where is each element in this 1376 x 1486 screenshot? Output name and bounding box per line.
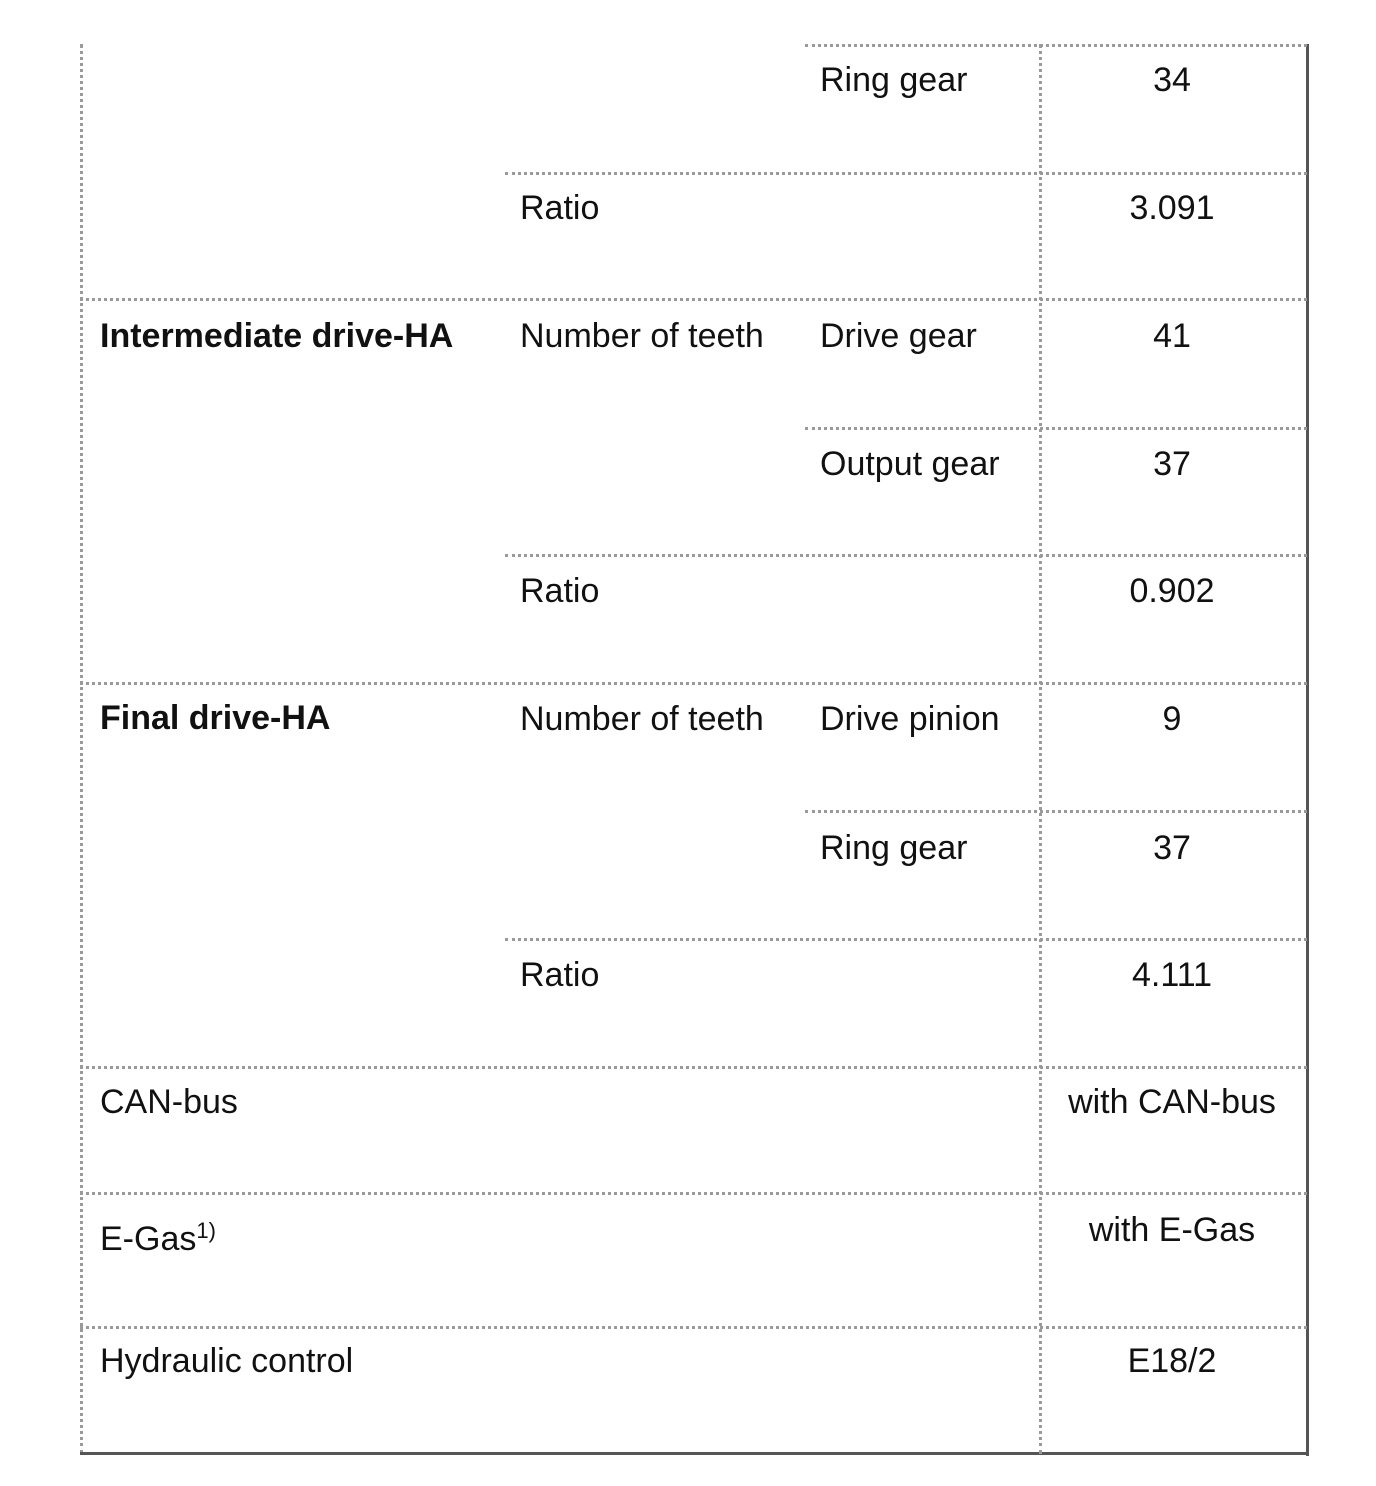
row-1-parameter: Ratio [520, 189, 600, 227]
row-7-parameter: Ratio [520, 956, 600, 994]
row-3-value: 37 [1153, 445, 1191, 483]
row-1-value: 3.091 [1129, 189, 1215, 227]
row-10-group: Hydraulic control [100, 1342, 354, 1380]
row-5-value: 9 [1162, 700, 1182, 738]
row-9-value: with E-Gas [1088, 1211, 1256, 1249]
row-0-component: Ring gear [820, 61, 968, 99]
row-2-value: 41 [1153, 317, 1191, 355]
table-left-border [80, 44, 83, 1454]
row-6-value: 37 [1153, 829, 1191, 867]
row-4-value: 0.902 [1129, 572, 1215, 610]
row-2-parameter: Number of teeth [520, 317, 764, 355]
row-rule [80, 682, 1307, 685]
row-2-component: Drive gear [820, 317, 977, 355]
row-rule [805, 44, 1307, 47]
row-7-value: 4.111 [1131, 956, 1213, 994]
row-rule [505, 172, 1307, 175]
row-rule [505, 938, 1307, 941]
row-5-group: Final drive-HA [100, 699, 331, 737]
row-rule [805, 810, 1307, 813]
row-0-value: 34 [1153, 61, 1191, 99]
row-rule [80, 1066, 1307, 1069]
row-rule [80, 298, 1307, 301]
row-9-group-label: E-Gas [100, 1220, 197, 1258]
row-10-value: E18/2 [1127, 1342, 1217, 1380]
row-2-group: Intermediate drive-HA [100, 317, 454, 355]
table-right-border [1306, 44, 1309, 1456]
row-4-parameter: Ratio [520, 572, 600, 610]
row-8-group: CAN-bus [100, 1083, 238, 1121]
row-6-component: Ring gear [820, 829, 968, 867]
row-rule [805, 427, 1307, 430]
row-rule [505, 554, 1307, 557]
row-5-component: Drive pinion [820, 700, 1000, 738]
row-rule [80, 1192, 1307, 1195]
row-9-group [100, 1211, 216, 1259]
row-8-value: with CAN-bus [1068, 1083, 1276, 1121]
table-bottom-border [80, 1452, 1309, 1455]
row-3-component: Output gear [820, 445, 1000, 483]
footnote-marker: 1) [196, 1218, 216, 1243]
row-rule [80, 1326, 1307, 1329]
row-5-parameter: Number of teeth [520, 700, 764, 738]
